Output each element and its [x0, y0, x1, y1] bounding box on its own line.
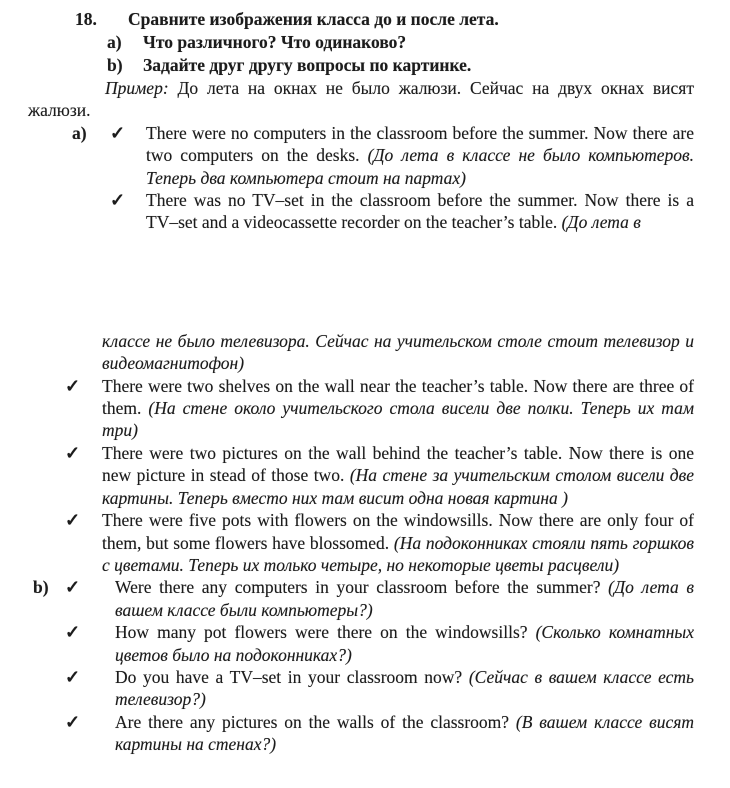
checkmark-icon: ✓ [65, 442, 81, 463]
exercise-number: 18. [75, 9, 97, 29]
list-item-b2 [65, 621, 695, 666]
item-russian: (До лета в [561, 212, 641, 233]
list-item-b4 [65, 711, 695, 756]
checkmark-icon: ✓ [65, 577, 81, 598]
item-english: There were two pictures on the wall behind the teacher’s table. Now there is one new picture in stead of those two. [102, 442, 694, 486]
item-english: There was no TV–set in the classroom before the summer. Now there is a TV–set and a videocassette recorder on the teacher’s table. [146, 190, 694, 233]
list-item-a2 [110, 189, 694, 234]
item-english: Were there any computers in your classroom before the summer? [115, 577, 601, 598]
subtask-a [107, 31, 694, 54]
checkmark-icon: ✓ [110, 190, 126, 211]
item-russian: (Сколько комнатных цветов было на подоконниках?) [115, 622, 695, 665]
item-english: There were two shelves on the wall near the teacher’s table. Now there are three of them. [102, 375, 694, 419]
item-english: Do you have a TV–set in your classroom now? [115, 666, 463, 687]
exercise-header [75, 8, 694, 31]
list-item-a5 [65, 509, 694, 576]
item-english: There were no computers in the classroom before the summer. Now there are two computers on the desks. [146, 122, 694, 166]
example-paragraph [28, 77, 694, 122]
list-item-b1 [33, 576, 695, 621]
item-russian: (До лета в вашем классе были компьютеры?) [115, 577, 695, 620]
list-item-a3 [65, 375, 695, 442]
checkmark-icon: ✓ [110, 122, 126, 143]
list-item-a4 [65, 442, 695, 509]
item-russian: (В вашем классе висят картины на стенах?) [115, 711, 695, 755]
checkmark-icon: ✓ [65, 666, 81, 687]
example-label: Пример: [105, 78, 169, 98]
subtask-b-text: Задайте друг другу вопросы по картинке. [143, 55, 472, 75]
checkmark-icon: ✓ [65, 711, 81, 732]
checkmark-icon: ✓ [65, 622, 81, 643]
item-russian: (На подоконниках стояли пять горшков с цветами. Теперь их только четыре, но некоторые цветы расцвели) [102, 532, 694, 575]
item-english: There were five pots with flowers on the windowsills. Now there are only four of them, but some flowers have blossomed. [102, 510, 694, 553]
item-russian: (До лета в классе не было компьютеров. Теперь два компьютера стоит на партах) [146, 145, 694, 188]
subtask-b-label: b) [107, 55, 123, 75]
exercise-title: Сравните изображения класса до и после лета. [128, 9, 499, 29]
item-russian: (На стене за учительским столом висели две картины. Теперь вместо них там висит одна новая картина ) [102, 465, 695, 508]
list-item-a1 [72, 122, 694, 189]
example-text: До лета на окнах не было жалюзи. Сейчас на двух окнах висят жалюзи. [28, 78, 694, 121]
item-english: Are there any pictures on the walls of the classroom? [115, 711, 510, 732]
subtask-a-label: a) [107, 32, 122, 52]
section-b-label: b) [33, 577, 49, 598]
item-russian: (На стене около учительского стола висели две полки. Теперь их там три) [102, 398, 695, 441]
subtask-a-text: Что различного? Что одинаково? [143, 32, 407, 52]
item-english: How many pot flowers were there on the windowsills? [115, 622, 528, 643]
subtask-b [107, 54, 694, 77]
item-a2-russian-continuation: классе не было телевизора. Сейчас на учительском столе стоит телевизор и видеомагнитофон) [102, 330, 694, 374]
checkmark-icon: ✓ [65, 510, 81, 531]
section-a-label: a) [72, 122, 87, 143]
item-russian: (Сейчас в вашем классе есть телевизор?) [115, 666, 694, 710]
checkmark-icon: ✓ [65, 375, 81, 396]
list-item-b3 [65, 666, 694, 711]
illustration-placeholder [28, 234, 694, 330]
